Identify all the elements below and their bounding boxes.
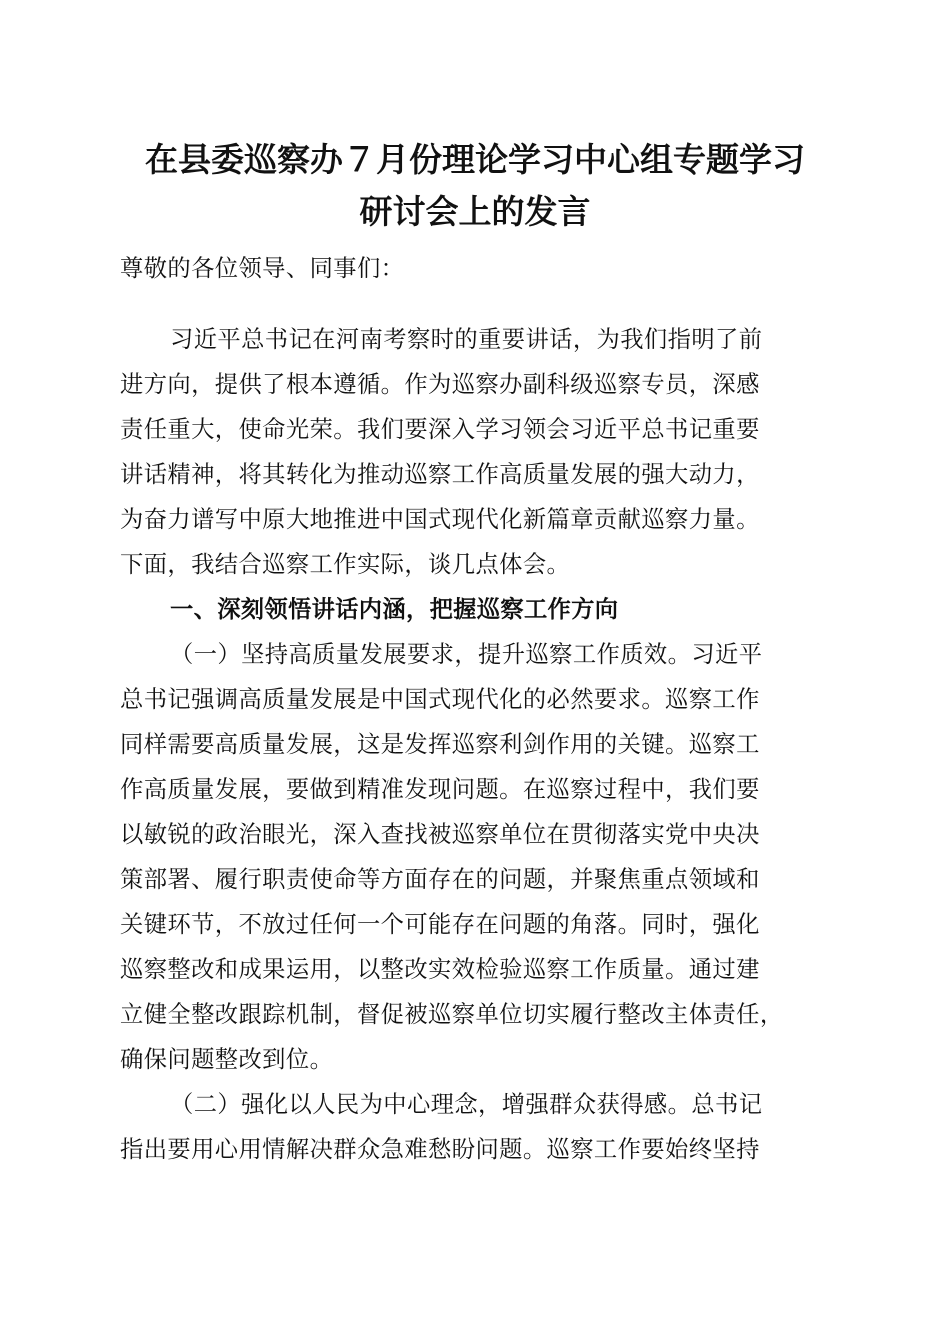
salutation: 尊敬的各位领导、同事们：	[120, 255, 405, 282]
intro-line: 习近平总书记在河南考察时的重要讲话，为我们指明了前	[170, 326, 763, 353]
document-title	[110, 134, 840, 238]
paragraph-line: （二）强化以人民为中心理念，增强群众获得感。总书记	[170, 1091, 763, 1118]
paragraph-line: 巡察整改和成果运用，以整改实效检验巡察工作质量。通过建	[120, 956, 760, 983]
paragraph-line: 同样需要高质量发展，这是发挥巡察利剑作用的关键。巡察工	[120, 731, 760, 758]
paragraph-line: 关键环节，不放过任何一个可能存在问题的角落。同时，强化	[120, 911, 760, 938]
paragraph-line: 指出要用心用情解决群众急难愁盼问题。巡察工作要始终坚持	[120, 1136, 760, 1163]
intro-line: 进方向，提供了根本遵循。作为巡察办副科级巡察专员，深感	[120, 371, 760, 398]
paragraph-line: 总书记强调高质量发展是中国式现代化的必然要求。巡察工作	[120, 686, 760, 713]
paragraph-line: 立健全整改跟踪机制，督促被巡察单位切实履行整改主体责任，	[120, 1001, 784, 1028]
paragraph-line: 以敏锐的政治眼光，深入查找被巡察单位在贯彻落实党中央决	[120, 821, 760, 848]
section-heading: 一、深刻领悟讲话内涵，把握巡察工作方向	[170, 596, 619, 623]
paragraph-line: 确保问题整改到位。	[120, 1046, 334, 1073]
title-line: 在县委巡察办７月份理论学习中心组专题学习	[145, 140, 805, 179]
intro-line: 下面，我结合巡察工作实际，谈几点体会。	[120, 551, 571, 578]
title-line: 研讨会上的发言	[359, 192, 591, 231]
intro-line: 责任重大，使命光荣。我们要深入学习领会习近平总书记重要	[120, 416, 760, 443]
intro-line: 为奋力谱写中原大地推进中国式现代化新篇章贡献巡察力量。	[120, 506, 760, 533]
intro-line: 讲话精神，将其转化为推动巡察工作高质量发展的强大动力，	[120, 461, 760, 488]
paragraph-line: 策部署、履行职责使命等方面存在的问题，并聚焦重点领域和	[120, 866, 760, 893]
paragraph-line: 作高质量发展，要做到精准发现问题。在巡察过程中，我们要	[120, 776, 760, 803]
paragraph-line: （一）坚持高质量发展要求，提升巡察工作质效。习近平	[170, 641, 763, 668]
